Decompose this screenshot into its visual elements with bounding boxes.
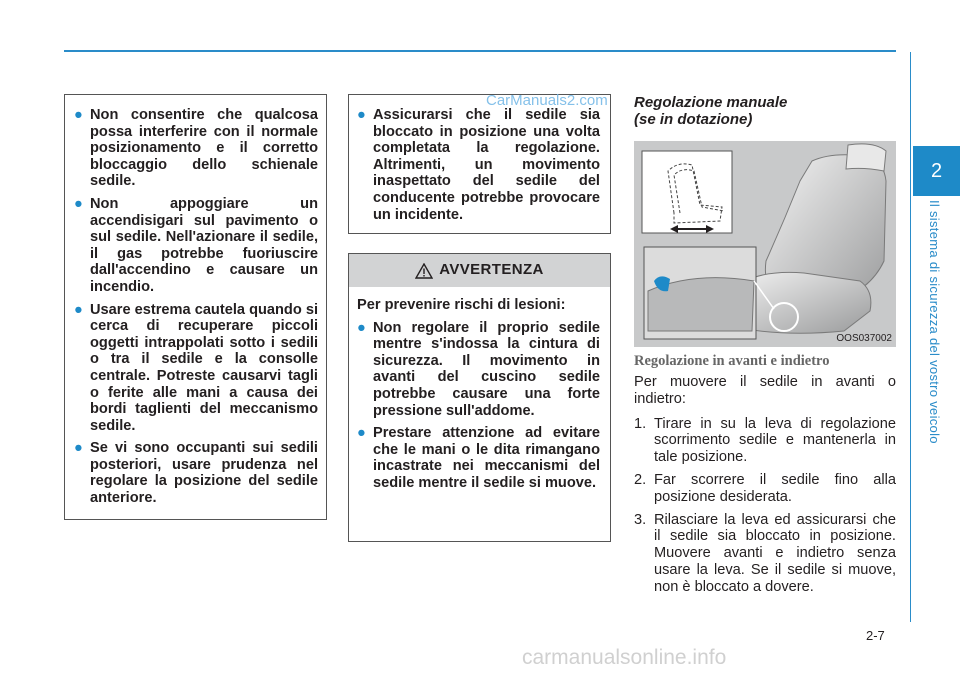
bullet-icon: ● [357,319,366,336]
list-item: ● Non consentire che qualcosa possa interferire con il normale posizionamento e il corretto bloccaggio dello schienale sedile. [74,107,318,190]
caution-box-middle [348,94,611,234]
warning-title: AVVERTENZA [439,261,544,279]
subheading: Regolazione in avanti e indietro [634,353,830,369]
section-title-line2: (se in dotazione) [634,111,753,128]
chapter-tab [913,146,960,196]
list-item: ● Assicurarsi che il sedile sia bloccato in posizione una volta completata la regolazione. Altrimenti, un movimento inaspettato del sedile del conducente potrebbe provocare un incidente. [357,107,600,223]
instructions [634,374,896,602]
bullet-icon: ● [74,440,83,457]
list-item: ● Non appoggiare un accendisigari sul pavimento o sul sedile. Nell'azionare il sedile, il gas potrebbe fuoriuscire dall'accendino e causare un incendio. [74,195,318,295]
warning-box [348,253,611,542]
warning-intro: Per prevenire rischi di lesioni: [357,297,566,313]
step-item: 2. Far scorrere il sedile fino alla posizione desiderata. [634,471,896,505]
watermark-bottom: carmanualsonline.info [522,646,727,669]
list-item: ● Non regolare il proprio sedile mentre s'indossa la cintura di sicurezza. Il movimento in avanti del cuscino sedile potrebbe causare una forte pressione sull'addome. [357,319,600,419]
bullet-icon: ● [74,301,83,318]
list-item: ● Usare estrema cautela quando si cerca di recuperare piccoli oggetti intrappolati sotto i sedili o tra il sedile e la consolle centrale. Potreste causarvi tagli o ferite alle mani a causa dei bordi taglienti del meccanismo sedile. [74,301,318,434]
bullet-icon: ● [74,195,83,212]
chapter-title: Il sistema di sicurezza del vostro veicolo [927,200,942,444]
seat-illustration [634,141,896,347]
warning-triangle-icon [415,263,433,279]
header-rule [64,50,896,52]
list-item: ● Se vi sono occupanti sui sedili posteriori, usare prudenza nel regolare la posizione del sedile anteriore. [74,440,318,507]
bullet-icon: ● [74,107,83,123]
figure-code: OOS037002 [836,333,892,344]
caution-box-left [64,94,327,520]
step-item: 3. Rilasciare la leva ed assicurarsi che il sedile sia bloccato in posizione. Muovere avanti e indietro senza usare la leva. Se il sedile si muove, non è bloccato a dovere. [634,511,896,595]
chapter-number: 2 [930,159,943,182]
instructions-intro: Per muovere il sedile in avanti o indietro: [634,374,896,407]
side-rule [910,52,911,622]
list-item: ● Prestare attenzione ad evitare che le mani o le dita rimangano incastrate nei meccanismi del sedile mentre il sedile si muove. [357,425,600,491]
bullet-icon: ● [357,425,366,442]
section-heading [634,94,896,128]
watermark-top: CarManuals2.com [486,92,608,109]
step-item: 1. Tirare in su la leva di regolazione scorrimento sedile e mantenerla in tale posizione. [634,415,896,466]
warning-header [349,254,610,287]
bullet-icon: ● [357,107,366,123]
seat-figure-icon [634,141,896,347]
page-number: 2-7 [866,628,885,643]
section-title-line1: Regolazione manuale [634,94,788,111]
